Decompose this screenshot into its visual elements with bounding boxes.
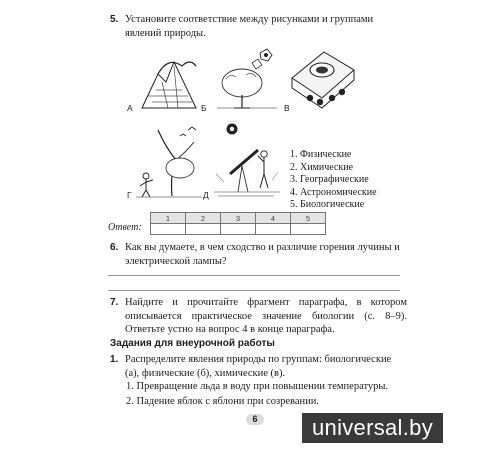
answer-cell[interactable] (186, 224, 221, 235)
task6-text: Как вы думаете, в чем сходство и различие горения лучины и электрической лампы? (125, 242, 400, 267)
extra-task1-text: Распределите явления природы по группам: биологические (а), физические (б), химические (в). (125, 354, 392, 379)
task5-text: Установите соответствие между рисунками и группами явлений природы. (125, 14, 374, 39)
page-number: 6 (246, 414, 264, 425)
answer-header-cell: 2 (186, 213, 221, 224)
picture-g-boy-tree (136, 124, 202, 198)
extra-task1-number: 1. (110, 354, 119, 365)
answer-header-cell: 5 (291, 213, 326, 224)
category-item: 5. Биологические (290, 199, 365, 210)
picture-label-g: Г (127, 190, 132, 200)
category-item: 2. Химические (290, 161, 354, 173)
extra-item-2: 2. Падение яблок с яблони при созревании. (126, 396, 319, 407)
task7-text: Найдите и прочитайте фрагмент параграфа, в котором описывается практическое значение биологии (с. 8–9). Ответьте устно на вопрос 4 в конце параграфа. (125, 297, 407, 335)
extra-item-1: 1. Превращение льда в воду при повышении температуры. (126, 381, 389, 392)
picture-d-telescope (212, 122, 282, 200)
answer-label: Ответ: (108, 222, 142, 233)
task5-number: 5. (110, 14, 119, 25)
section-heading: Задания для внеурочной работы (110, 338, 275, 349)
answer-cell[interactable] (151, 224, 186, 235)
answer-cell[interactable] (256, 224, 291, 235)
category-item: 4. Астрономические (290, 186, 377, 198)
category-item: 3. Географические (290, 174, 369, 185)
answer-header-cell: 1 (151, 213, 186, 224)
answer-cell[interactable] (291, 224, 326, 235)
picture-label-v: В (284, 103, 290, 113)
picture-label-b: Б (201, 103, 207, 113)
picture-b-tree (212, 45, 282, 110)
category-item: 1. Физические (290, 149, 352, 160)
task6-number: 6. (110, 242, 119, 253)
picture-v-gas-stove (290, 48, 356, 110)
picture-label-a: А (127, 103, 133, 113)
answer-table (150, 212, 326, 235)
picture-label-d: Д (203, 190, 209, 200)
task7-number: 7. (110, 297, 119, 308)
answer-header-cell: 4 (256, 213, 291, 224)
answer-line-1[interactable] (108, 275, 400, 276)
answer-line-2[interactable] (108, 290, 400, 291)
watermark: universal.by (302, 413, 443, 443)
answer-header-cell: 3 (221, 213, 256, 224)
picture-a-volcano (138, 52, 200, 110)
answer-cell[interactable] (221, 224, 256, 235)
category-list (290, 149, 377, 212)
